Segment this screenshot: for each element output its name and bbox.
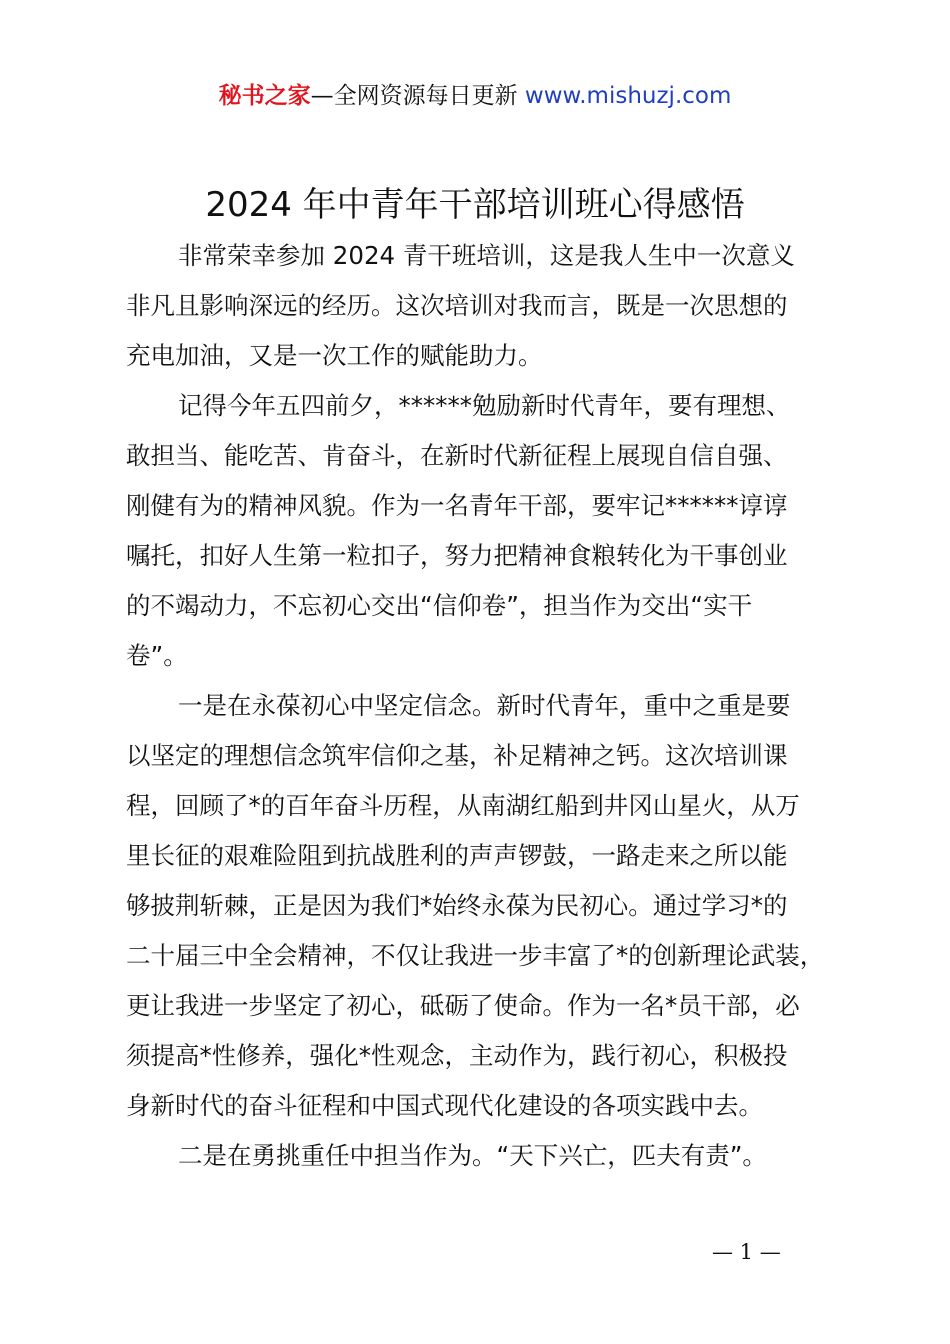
paragraph-line: 程，回顾了*的百年奋斗历程，从南湖红船到井冈山星火，从万 bbox=[126, 791, 800, 820]
site-url-link[interactable]: www.mishuzj.com bbox=[524, 83, 732, 109]
paragraph-point-two bbox=[126, 1131, 846, 1181]
paragraph-line: 敢担当、能吃苦、肯奋斗，在新时代新征程上展现自信自强、 bbox=[126, 441, 788, 470]
paragraph-line: 以坚定的理想信念筑牢信仰之基，补足精神之钙。这次培训课 bbox=[126, 741, 788, 770]
paragraph-line: 二十届三中全会精神，不仅让我进一步丰富了*的创新理论武装， bbox=[126, 941, 825, 970]
paragraph-line: 更让我进一步坚定了初心，砥砺了使命。作为一名*员干部，必 bbox=[126, 991, 800, 1020]
site-header bbox=[0, 80, 950, 112]
paragraph-line: 嘱托，扣好人生第一粒扣子，努力把精神食粮转化为干事创业 bbox=[126, 541, 788, 570]
brand-name: 秘书之家 bbox=[218, 83, 311, 109]
paragraph-line: 一是在永葆初心中坚定信念。新时代青年，重中之重是要 bbox=[178, 691, 791, 720]
paragraph-line: 够披荆斩棘，正是因为我们*始终永葆为民初心。通过学习*的 bbox=[126, 891, 788, 920]
paragraph-line: 非凡且影响深远的经历。这次培训对我而言，既是一次思想的 bbox=[126, 291, 788, 320]
page-number: — 1 — bbox=[712, 1240, 781, 1264]
paragraph-line: 刚健有为的精神风貌。作为一名青年干部，要牢记******谆谆 bbox=[126, 491, 788, 520]
paragraph-line: 非常荣幸参加 2024 青干班培训，这是我人生中一次意义 bbox=[178, 241, 795, 270]
document-title: 2024 年中青年干部培训班心得感悟 bbox=[205, 185, 745, 225]
document-body bbox=[126, 231, 846, 1181]
paragraph-line: 卷”。 bbox=[126, 641, 188, 670]
paragraph-line: 里长征的艰难险阻到抗战胜利的声声锣鼓，一路走来之所以能 bbox=[126, 841, 788, 870]
header-tagline: —全网资源每日更新 bbox=[310, 83, 518, 109]
paragraph-line: 充电加油，又是一次工作的赋能助力。 bbox=[126, 341, 543, 370]
paragraph-line: 记得今年五四前夕，******勉励新时代青年，要有理想、 bbox=[178, 391, 791, 420]
paragraph-line: 的不竭动力，不忘初心交出“信仰卷”，担当作为交出“实干 bbox=[126, 591, 753, 620]
paragraph-may-fourth bbox=[126, 381, 846, 681]
paragraph-intro bbox=[126, 231, 846, 381]
paragraph-line: 须提高*性修养，强化*性观念，主动作为，践行初心，积极投 bbox=[126, 1041, 788, 1070]
paragraph-line: 身新时代的奋斗征程和中国式现代化建设的各项实践中去。 bbox=[126, 1091, 763, 1120]
paragraph-line: 二是在勇挑重任中担当作为。“天下兴亡，匹夫有责”。 bbox=[178, 1141, 767, 1170]
paragraph-point-one bbox=[126, 681, 846, 1131]
